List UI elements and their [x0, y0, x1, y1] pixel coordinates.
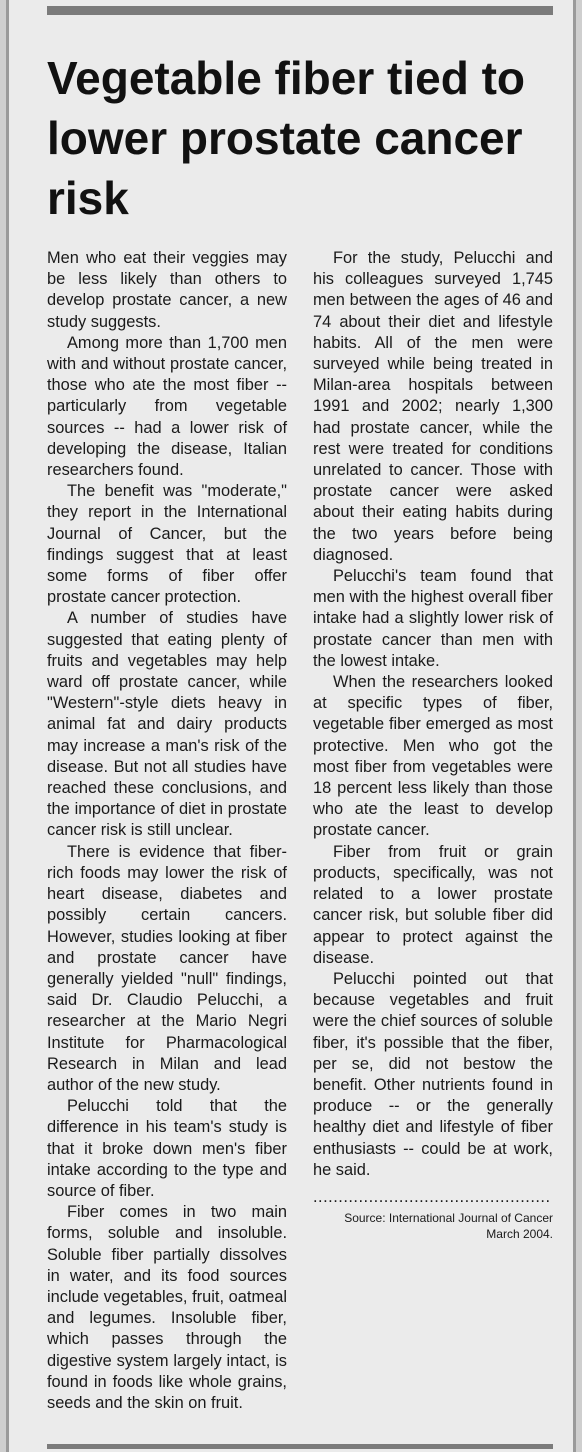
- top-rule: [47, 6, 553, 15]
- newspaper-clipping: [6, 0, 576, 1452]
- paragraph: For the study, Pelucchi and his colleagues surveyed 1,745 men between the ages of 46 and 74 about their diet and lifestyle habits. All of the men were surveyed while being treated in Milan-area hospitals between 1991 and 2002; nearly 1,300 had prostate cancer, while the rest were treated for conditions unrelated to cancer. Those with prostate cancer were asked about their eating habits during the two years before being diagnosed.: [313, 249, 553, 564]
- paragraph: Pelucchi pointed out that because vegetables and fruit were the chief sources of soluble fiber, it's possible that the fiber, per se, did not bestow the benefit. Other nutrients found in produce -- or the generally healthy diet and lifestyle of fiber enthusiasts -- could be at work, he said.: [313, 969, 553, 1179]
- paragraph: The benefit was "moderate," they report in the International Journal of Cancer, but the findings suggest that at least some forms of fiber offer prostate cancer protection.: [47, 482, 287, 607]
- paragraph: There is evidence that fiber-rich foods may lower the risk of heart disease, diabetes and possibly certain cancers. However, studies looking at fiber and prostate cancer have generally yielded "null" findings, said Dr. Claudio Pelucchi, a researcher at the Mario Negri Institute for Pharmacological Research in Milan and lead author of the new study.: [47, 842, 287, 1094]
- paragraph: A number of studies have suggested that eating plenty of fruits and vegetables may help ward off prostate cancer, while "Western"-style diets heavy in animal fat and dairy products may increase a man's risk of the disease. But not all studies have reached these conclusions, and the importance of diet in prostate cancer risk is still unclear.: [47, 609, 287, 840]
- source-credit: [313, 1210, 553, 1242]
- paragraph: Among more than 1,700 men with and without prostate cancer, those who ate the most fiber -- particularly from vegetable sources -- had a lower risk of developing the disease, Italian researchers found.: [47, 333, 287, 480]
- paragraph: Fiber comes in two main forms, soluble and insoluble. Soluble fiber partially dissolves in water, and its food sources include vegetables, fruit, oatmeal and legumes. Insoluble fiber, which passes through the digestive system largely intact, is found in foods like whole grains, seeds and the skin on fruit.: [47, 1203, 287, 1412]
- paragraph: Men who eat their veggies may be less likely than others to develop prostate cancer, a new study suggests.: [47, 249, 287, 331]
- paragraph: Fiber from fruit or grain products, specifically, was not related to a lower prostate cancer risk, but soluble fiber did appear to protect against the disease.: [313, 842, 553, 967]
- headline: Vegetable fiber tied to lower prostate cancer risk: [47, 52, 525, 224]
- source-line-2: March 2004.: [486, 1227, 553, 1242]
- article-body: [47, 248, 553, 1438]
- source-line-1: Source: International Journal of Cancer: [344, 1211, 553, 1226]
- bottom-rule: [47, 1444, 553, 1449]
- paragraph: When the researchers looked at specific types of fiber, vegetable fiber emerged as most protective. Men who got the most fiber from vegetables were 18 percent less likely than those who ate the least to develop prostate cancer.: [313, 673, 553, 840]
- separator-dots: ...............................................: [313, 1187, 551, 1206]
- paragraph: Pelucchi's team found that men with the highest overall fiber intake had a slightly lower risk of prostate cancer than men with the lowest intake.: [313, 567, 553, 670]
- paragraph: Pelucchi told that the difference in his team's study is that it broke down men's fiber intake according to the type and source of fiber.: [47, 1097, 287, 1200]
